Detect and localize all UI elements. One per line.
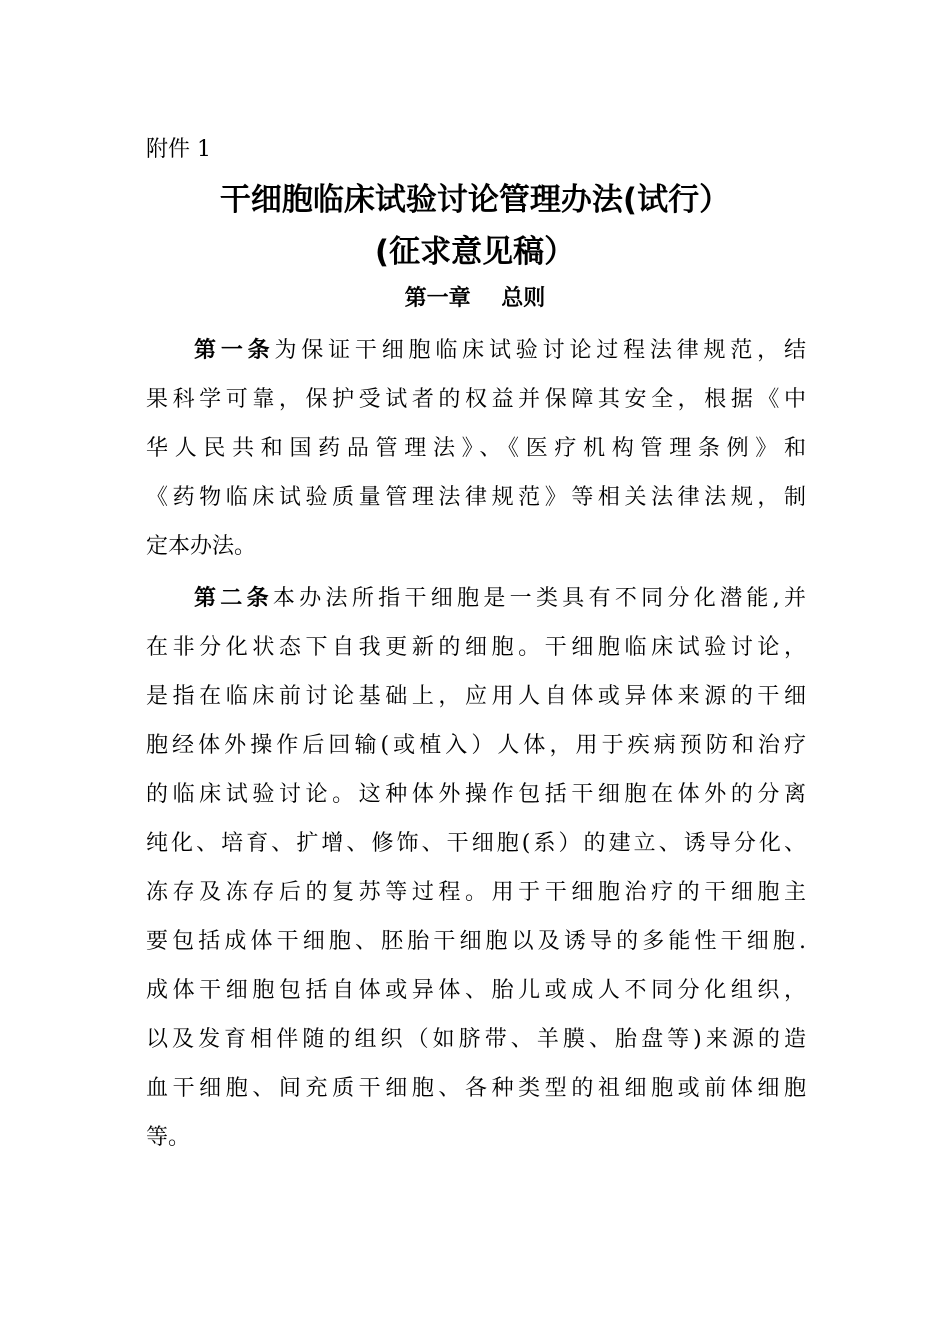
- article-2-line: 是指在临床前讨论基础上，应用人自体或异体来源的干细: [146, 684, 806, 709]
- article-1-label: 第一条: [194, 338, 275, 363]
- document-title-line-2: (征求意见稿）: [374, 234, 576, 270]
- article-2-label: 第二条: [194, 586, 273, 611]
- article-2-line: 纯化、培育、扩增、修饰、干细胞(系）的建立、诱导分化、: [146, 831, 806, 856]
- article-2-first-line: 本办法所指干细胞是一类具有不同分化潜能,并: [272, 586, 806, 611]
- article-1: [146, 326, 806, 571]
- article-1-line: 华人民共和国药品管理法》、《医疗机构管理条例》和: [146, 436, 806, 461]
- attachment-label: 附件 1: [146, 137, 211, 162]
- article-1-line: 《药物临床试验质量管理法律规范》等相关法律法规，制: [146, 485, 806, 510]
- article-1-line-1: [146, 326, 806, 375]
- article-1-line: 定本办法。: [146, 534, 257, 559]
- article-2-line: 冻存及冻存后的复苏等过程。用于干细胞治疗的干细胞主: [146, 880, 806, 905]
- document-title-line-1: 干细胞临床试验讨论管理办法(试行）: [219, 182, 731, 218]
- chapter-heading: 第一章 总则: [404, 286, 546, 311]
- article-2-line: 血干细胞、间充质干细胞、各种类型的祖细胞或前体细胞: [146, 1076, 806, 1101]
- article-2-line: 在非分化状态下自我更新的细胞。干细胞临床试验讨论，: [146, 635, 806, 660]
- article-2: [146, 574, 806, 1162]
- article-2-line: 成体干细胞包括自体或异体、胎儿或成人不同分化组织，: [146, 978, 806, 1003]
- article-2-line: 等。: [146, 1125, 191, 1150]
- article-2-line: 胞经体外操作后回输(或植入）人体，用于疾病预防和治疗: [146, 733, 806, 758]
- article-2-line: 的临床试验讨论。这种体外操作包括干细胞在体外的分离: [146, 782, 806, 807]
- article-2-line: 要包括成体干细胞、胚胎干细胞以及诱导的多能性干细胞.: [146, 929, 806, 954]
- article-1-first-line: 为保证干细胞临床试验讨论过程法律规范，结: [274, 338, 806, 363]
- article-2-line: 以及发育相伴随的组织（如脐带、羊膜、胎盘等)来源的造: [146, 1027, 806, 1052]
- article-1-line: 果科学可靠，保护受试者的权益并保障其安全，根据《中: [146, 387, 806, 412]
- article-2-line-1: [146, 574, 806, 623]
